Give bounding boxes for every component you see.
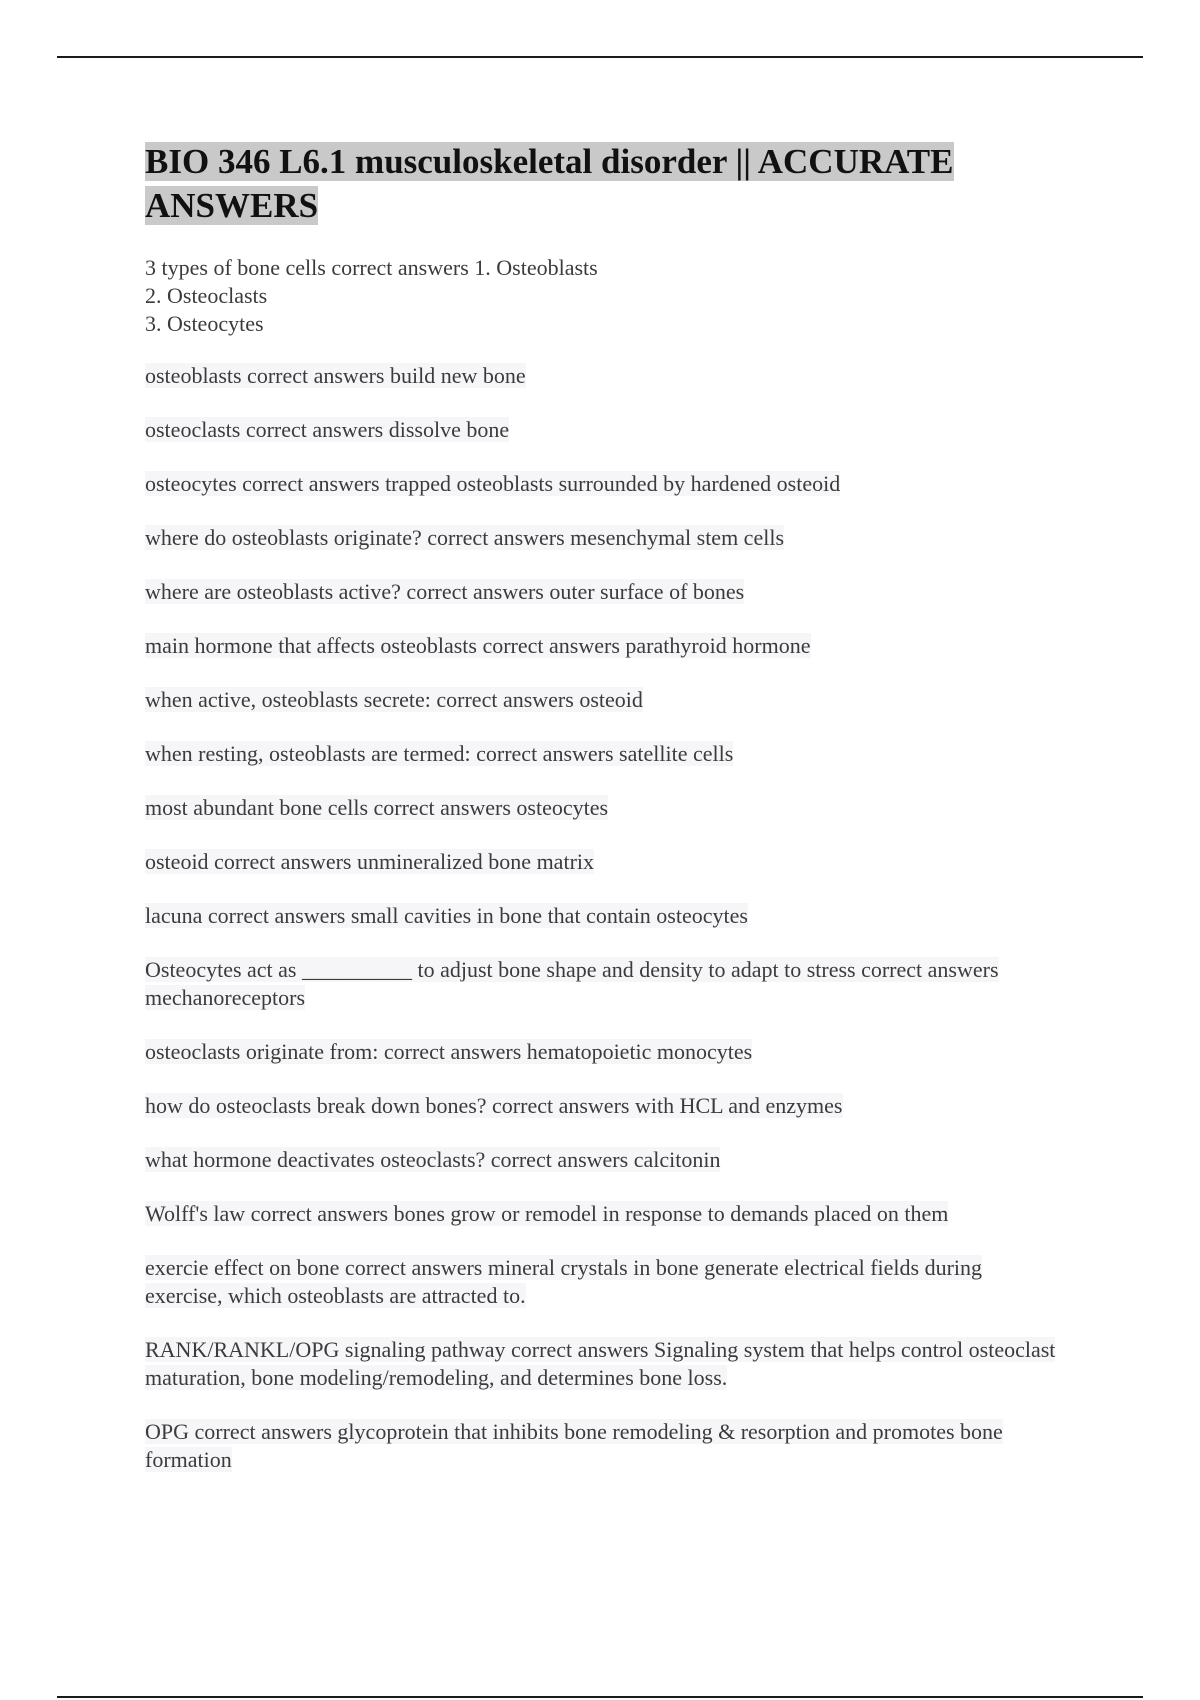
first-item: [145, 254, 1065, 338]
qa-item-text: osteoclasts correct answers dissolve bone: [145, 417, 510, 442]
qa-item: [145, 1200, 1065, 1228]
first-item-line-3: 3. Osteocytes: [145, 311, 264, 336]
qa-item: [145, 470, 1065, 498]
qa-item-text: main hormone that affects osteoblasts correct answers parathyroid hormone: [145, 633, 811, 658]
qa-item: [145, 902, 1065, 930]
qa-item-text: osteocytes correct answers trapped osteoblasts surrounded by hardened osteoid: [145, 471, 841, 496]
qa-item: [145, 632, 1065, 660]
document-title-text: BIO 346 L6.1 musculoskeletal disorder || ACCURATE ANSWERS: [145, 142, 954, 225]
qa-item-text: osteoid correct answers unmineralized bone matrix: [145, 849, 595, 874]
qa-item: [145, 416, 1065, 444]
qa-item: [145, 1092, 1065, 1120]
qa-item-text: lacuna correct answers small cavities in bone that contain osteocytes: [145, 903, 748, 928]
qa-item-text: exercie effect on bone correct answers mineral crystals in bone generate electrical fields during exercise, which osteoblasts are attracted to.: [145, 1255, 983, 1308]
qa-item: [145, 740, 1065, 768]
qa-item: [145, 578, 1065, 606]
qa-item: [145, 1146, 1065, 1174]
first-item-line-1: 3 types of bone cells correct answers 1. Osteoblasts: [145, 255, 598, 280]
qa-item-text: osteoblasts correct answers build new bone: [145, 363, 526, 388]
qa-item: [145, 1418, 1065, 1474]
qa-item: [145, 794, 1065, 822]
qa-item-text: where do osteoblasts originate? correct answers mesenchymal stem cells: [145, 525, 784, 550]
qa-item-text: RANK/RANKL/OPG signaling pathway correct answers Signaling system that helps control osteoclast maturation, bone modeling/remodeling, and determines bone loss.: [145, 1337, 1056, 1390]
qa-item: [145, 956, 1065, 1012]
qa-item: [145, 1038, 1065, 1066]
qa-item-text: when resting, osteoblasts are termed: correct answers satellite cells: [145, 741, 734, 766]
qa-item: [145, 686, 1065, 714]
document-body: [145, 140, 1065, 1500]
qa-item-text: what hormone deactivates osteoclasts? correct answers calcitonin: [145, 1147, 721, 1172]
qa-item-text: how do osteoclasts break down bones? correct answers with HCL and enzymes: [145, 1093, 843, 1118]
qa-item-text: OPG correct answers glycoprotein that inhibits bone remodeling & resorption and promotes bone formation: [145, 1419, 1003, 1472]
qa-item: [145, 1336, 1065, 1392]
top-rule: [57, 56, 1143, 58]
qa-item: [145, 848, 1065, 876]
qa-item: [145, 524, 1065, 552]
document-title: [145, 140, 1065, 228]
qa-item-text: most abundant bone cells correct answers osteocytes: [145, 795, 609, 820]
qa-item-text: when active, osteoblasts secrete: correct answers osteoid: [145, 687, 643, 712]
qa-item-text: where are osteoblasts active? correct answers outer surface of bones: [145, 579, 745, 604]
first-item-line-2: 2. Osteoclasts: [145, 283, 268, 308]
bottom-rule: [57, 1696, 1143, 1698]
qa-item: [145, 362, 1065, 390]
qa-item: [145, 1254, 1065, 1310]
qa-item-text: osteoclasts originate from: correct answers hematopoietic monocytes: [145, 1039, 753, 1064]
qa-item-text: Wolff's law correct answers bones grow or remodel in response to demands placed on them: [145, 1201, 949, 1226]
qa-item-text: Osteocytes act as __________ to adjust bone shape and density to adapt to stress correct answers mechanoreceptors: [145, 957, 999, 1010]
